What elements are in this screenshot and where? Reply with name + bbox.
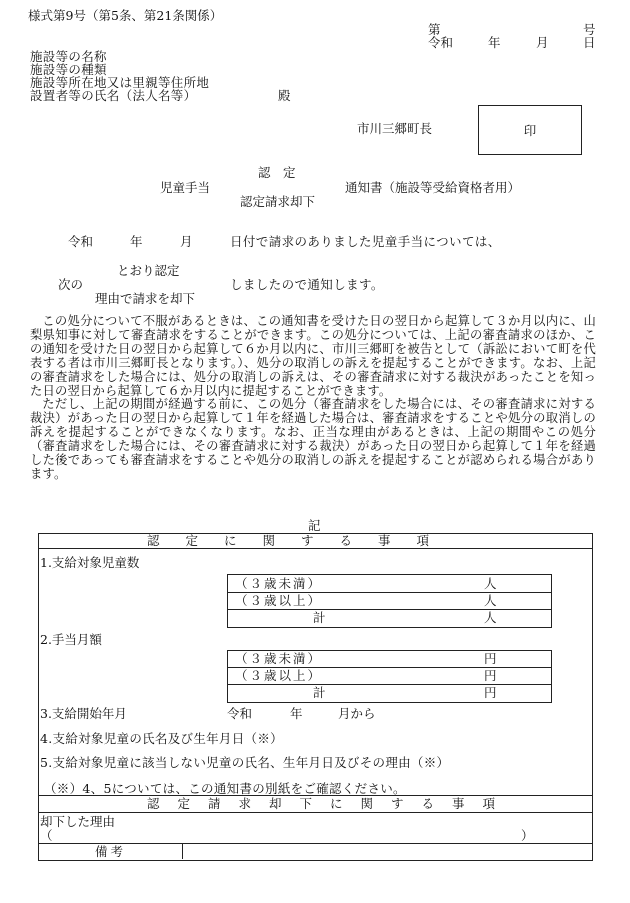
item3-year: 年	[290, 706, 303, 721]
date-year: 年	[488, 35, 501, 50]
item1-row3-label: 計	[313, 610, 326, 625]
item2-row2-unit: 円	[484, 668, 497, 683]
title-jido: 児童手当	[160, 180, 211, 195]
item2-row2-label: （３歳以上）	[235, 668, 323, 683]
item2-row3-unit: 円	[484, 685, 497, 700]
s1-rest: 日付で請求のありました児童手当については、	[230, 234, 501, 249]
date-day: 日	[583, 35, 596, 50]
item1-rule-2	[227, 609, 551, 610]
seal-label: 印	[523, 123, 537, 138]
kyakka-paren-close: ）	[521, 828, 534, 843]
recipient-type: 施設等の種類	[30, 62, 107, 77]
s2-riyu: 理由で請求を却下	[95, 291, 196, 306]
appeal-paragraph-2: ただし、上記の期間が経過する前に、この処分（審査請求をした場合には、その審査請求に対する裁決）があった日の翌日から起算して１年を経過した場合は、審査請求をすることや処分の取消しの訴えを提起することができなくなります。なお、正当な理由があるときは、上記の期間やこの処分（審査請求をした場合には、その審査請求に対する裁決）があった日の翌日から起算して１年を経過した後であっても審査請求をすることや処分の取消しの訴えを提起することが認められる場合があります。	[30, 397, 596, 481]
kyakka-hdr-rule	[38, 812, 592, 813]
form-id: 様式第9号（第5条、第21条関係）	[28, 8, 223, 23]
item1-row1-unit: 人	[484, 576, 497, 591]
s1-era: 令和	[68, 234, 94, 249]
item2-label: 2.手当月額	[40, 632, 102, 647]
item1-row1-label: （３歳未満）	[235, 576, 323, 591]
item3-label: 3.支給開始年月	[40, 706, 127, 721]
appeal-notice	[30, 315, 596, 482]
date-era: 令和	[428, 35, 454, 50]
title-tsuchi: 通知書（施設等受給資格者用）	[345, 180, 521, 195]
item1-row3-unit: 人	[484, 610, 497, 625]
item3-month: 月から	[338, 706, 376, 721]
footnote: （※）4、5については、この通知書の別紙をご確認ください。	[44, 781, 406, 796]
biko-divider	[182, 843, 183, 859]
title-kyakka: 認定請求却下	[240, 194, 316, 209]
item3-era: 令和	[227, 706, 253, 721]
item1-row2-label: （３歳以上）	[235, 593, 323, 608]
ninntei-header: 認定に関する事項	[147, 533, 456, 548]
doc-number-suffix: 号	[583, 22, 596, 37]
s2-next: 次の	[58, 277, 84, 292]
s2-end: しましたので通知します。	[230, 277, 384, 292]
item4-label: 4.支給対象児童の氏名及び生年月日（※）	[40, 731, 283, 746]
item5-label: 5.支給対象児童に該当しない児童の氏名、生年月日及びその理由（※）	[40, 755, 450, 770]
recipient-address: 施設等所在地又は里親等住所地	[30, 75, 210, 90]
appeal-paragraph-1: この処分について不服があるときは、この通知書を受けた日の翌日から起算して３か月以内に、山梨県知事に対して審査請求をすることができます。この処分については、上記の審査請求のほか、この通知を受けた日の翌日から起算して６か月以内に、市川三郷町を被告として（訴訟において町を代表する者は市川三郷町長となります。）、処分の取消しの訴えを提起することができます。なお、上記の審査請求をした場合には、処分の取消しの訴えは、その審査請求に対する裁決があったことを知った日の翌日から起算して６か月以内に提起することができます。	[30, 314, 596, 398]
title-ninntei: 認 定	[258, 165, 296, 180]
kyakka-reason-label: 却下した理由	[40, 814, 116, 829]
biko-label: 備考	[95, 844, 127, 859]
item1-row2-unit: 人	[484, 593, 497, 608]
s1-month: 月	[180, 234, 193, 249]
honorific: 殿	[278, 88, 291, 103]
item2-row1-unit: 円	[484, 651, 497, 666]
item2-row1-label: （３歳未満）	[235, 651, 323, 666]
date-month: 月	[536, 35, 549, 50]
kyakka-paren-open: （	[40, 828, 53, 843]
ki-label: 記	[308, 518, 321, 533]
s2-toori: とおり認定	[117, 263, 180, 278]
recipient-name: 施設等の名称	[30, 49, 107, 64]
seal-box	[478, 105, 582, 155]
item2-rule-2	[227, 684, 551, 685]
s1-year: 年	[130, 234, 143, 249]
recipient-owner: 設置者等の氏名（法人名等）	[30, 88, 197, 103]
item1-label: 1.支給対象児童数	[40, 555, 140, 570]
issuer: 市川三郷町長	[357, 121, 433, 136]
item2-row3-label: 計	[313, 685, 326, 700]
kyakka-header: 認定請求却下に関する事項	[147, 796, 514, 811]
doc-number-prefix: 第	[428, 22, 441, 37]
